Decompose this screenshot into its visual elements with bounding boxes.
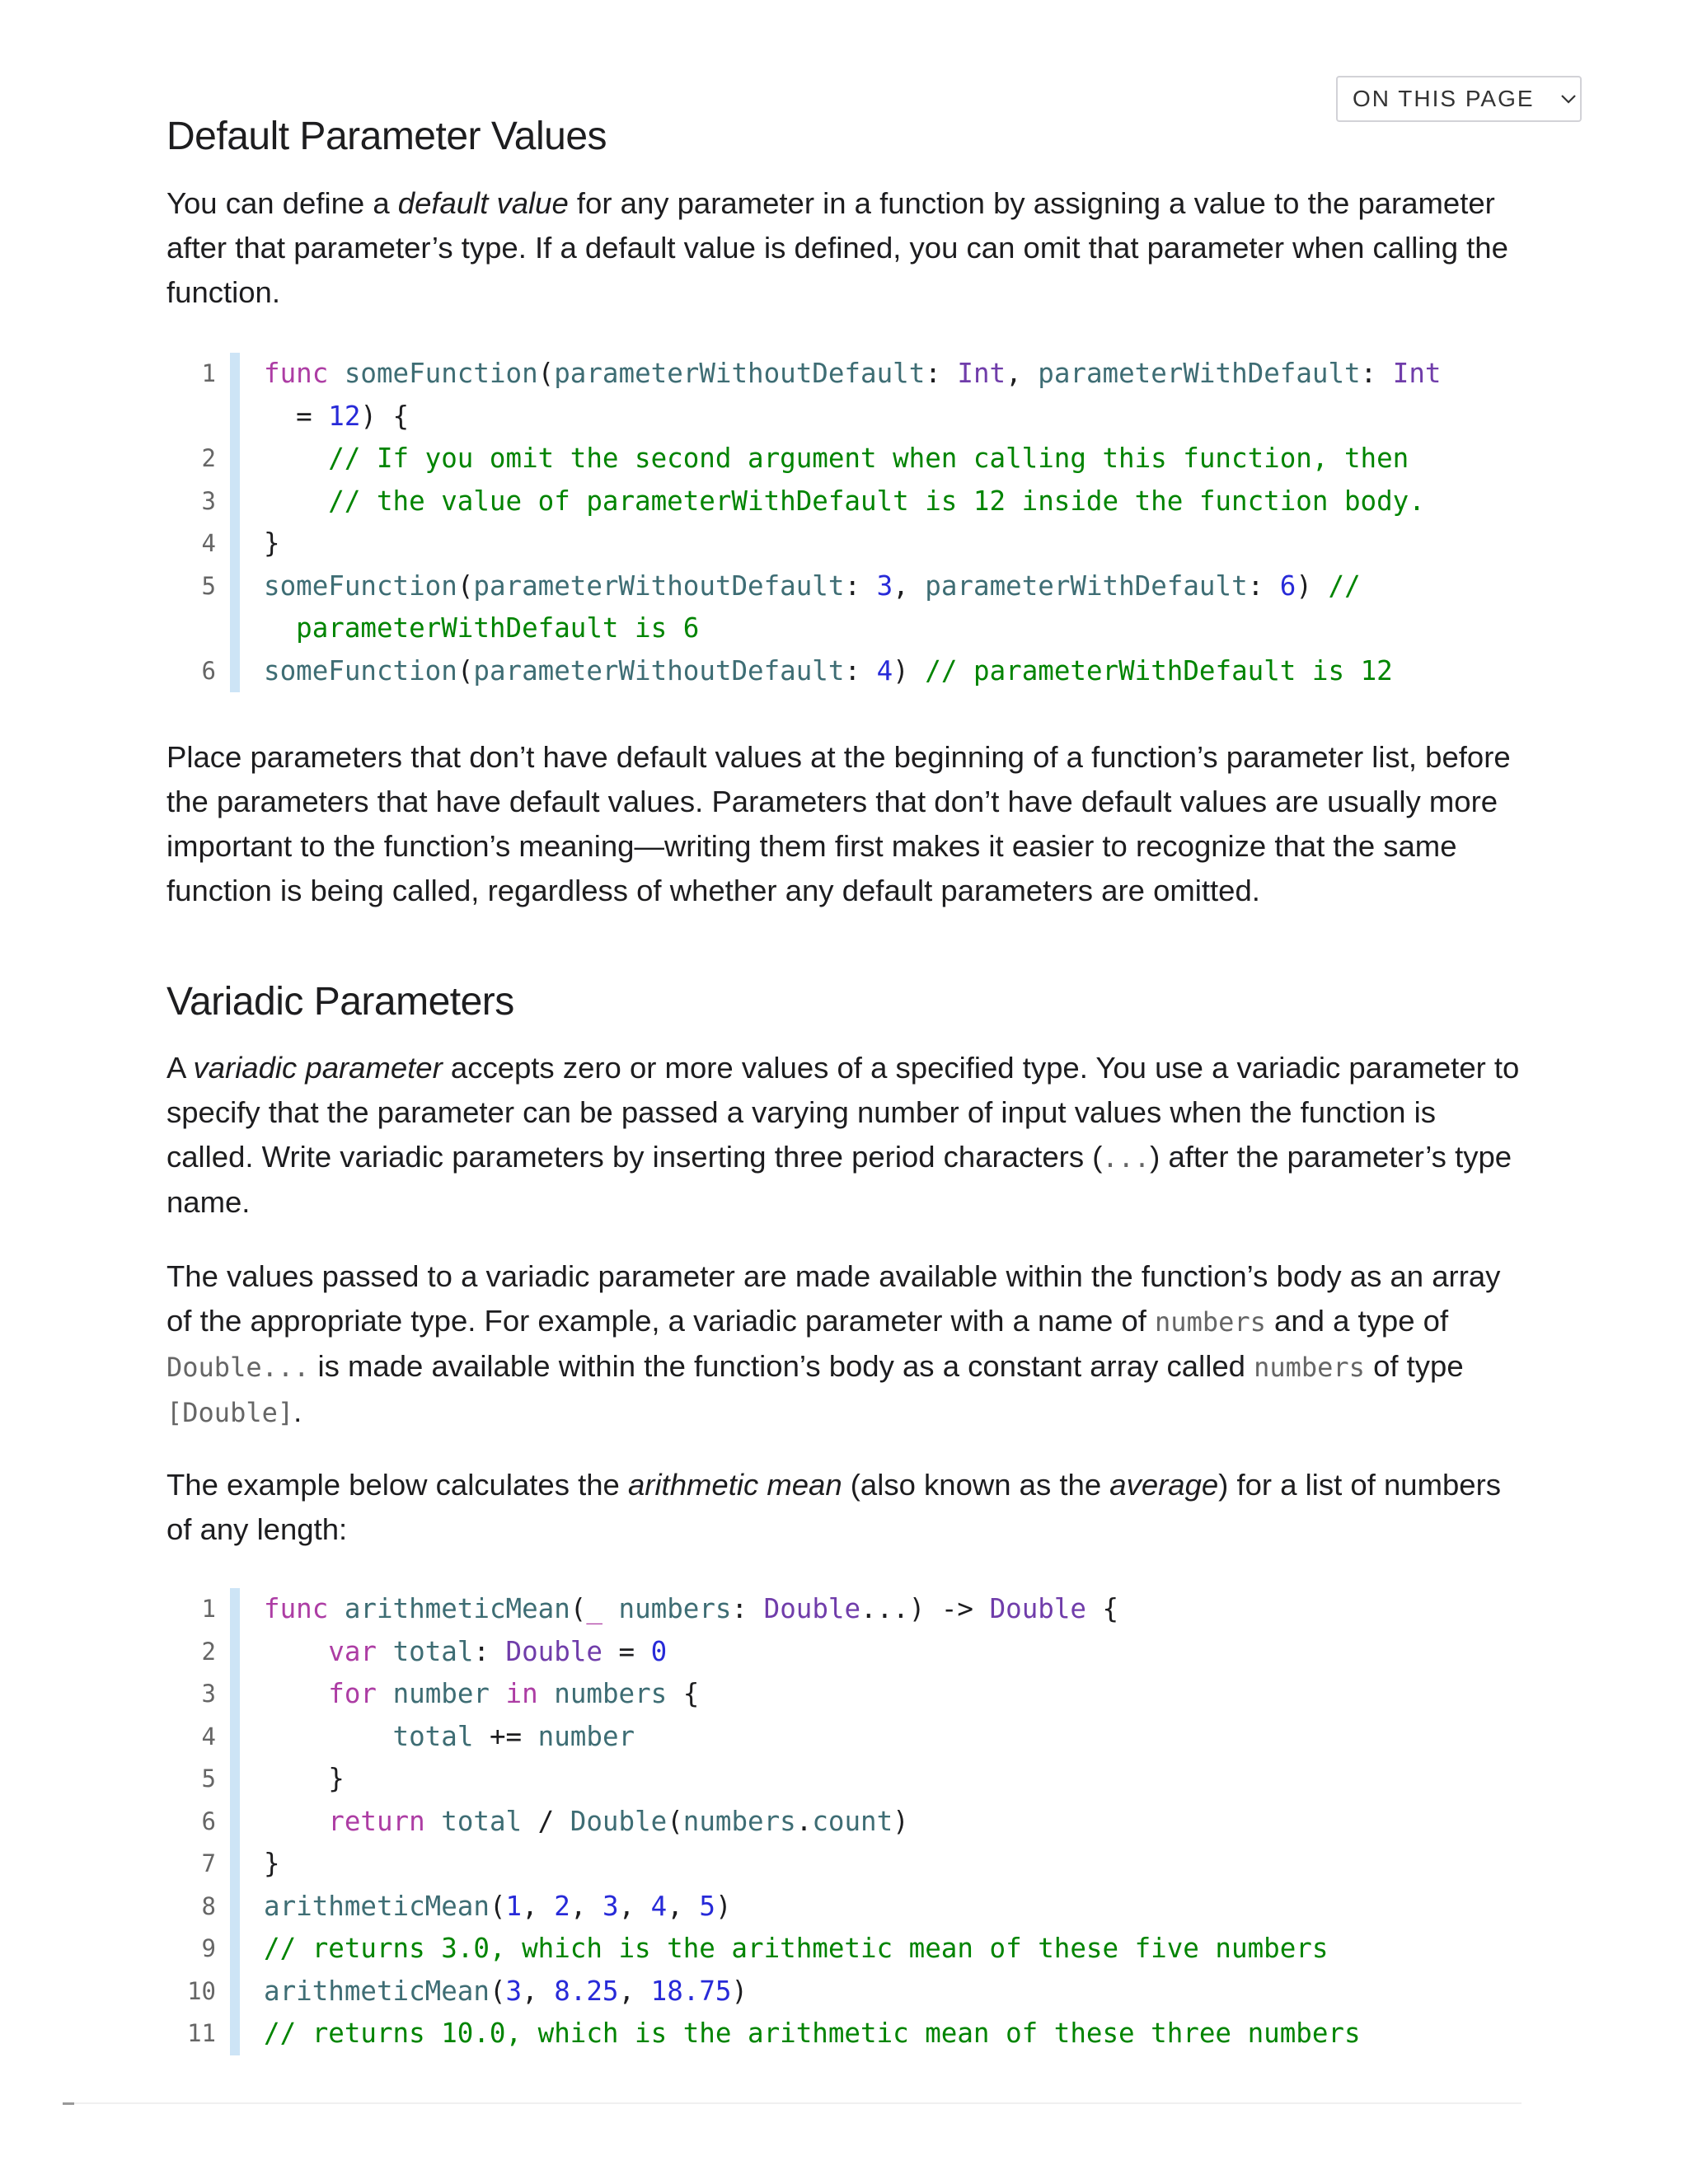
code-token: Double	[989, 1593, 1086, 1624]
code-listing-default-parameters	[166, 353, 1518, 692]
divider-tick	[63, 2102, 74, 2105]
code-token: parameterWithoutDefault	[473, 654, 845, 687]
code-token: :	[925, 358, 958, 389]
text-run: The example below calculates the	[166, 1468, 628, 1502]
code-token: :	[844, 569, 877, 602]
code-token: parameterWithDefault	[925, 569, 1248, 602]
code-token	[264, 1678, 328, 1709]
code-token: 5	[699, 1890, 715, 1922]
code-token: :	[473, 1635, 506, 1667]
code-token: number	[537, 1720, 635, 1752]
code-listing-arithmetic-mean	[166, 1588, 1518, 2055]
code-token: (	[667, 1805, 683, 1837]
code-token: total	[392, 1635, 474, 1667]
code-text	[264, 1971, 748, 2013]
code-token: )	[1296, 569, 1329, 602]
code-token: .	[795, 1805, 813, 1837]
code-token: 12	[328, 400, 361, 432]
line-number: 6	[201, 1807, 216, 1835]
code-token: total	[441, 1805, 523, 1837]
line-number: 5	[201, 571, 216, 600]
code-line	[166, 1886, 1518, 1929]
code-token: someFunction	[264, 654, 457, 687]
code-token: ,	[522, 1890, 555, 1922]
code-token: ,	[522, 1975, 555, 2007]
inline-code-double-variadic: Double...	[166, 1352, 310, 1383]
code-token: =	[602, 1635, 651, 1667]
code-line	[166, 650, 1518, 693]
section-title-variadic-parameters: Variadic Parameters	[166, 980, 514, 1024]
code-token: ,	[618, 1975, 651, 2007]
code-token	[264, 1806, 328, 1837]
code-token: numbers	[618, 1593, 732, 1624]
text-run: and a type of	[1265, 1304, 1449, 1338]
code-text	[264, 1801, 909, 1844]
code-token: 8.25	[554, 1975, 619, 2007]
code-text	[264, 1758, 345, 1801]
code-token	[264, 1721, 393, 1752]
code-line	[166, 1928, 1518, 1971]
line-number: 1	[201, 359, 216, 387]
code-line	[166, 607, 1518, 650]
code-token: (	[537, 358, 555, 389]
code-token: number	[392, 1678, 490, 1709]
text-run: A	[166, 1051, 194, 1085]
code-token: in	[489, 1678, 555, 1709]
text-run: (also known as the	[842, 1468, 1110, 1502]
code-line	[166, 1801, 1518, 1844]
line-number: 8	[201, 1891, 216, 1920]
text-run: The values passed to a variadic parameter are made available within the function’s body as an array of the appropriate type. For example, a variadic parameter with a name of	[166, 1259, 1501, 1338]
line-number: 10	[187, 1976, 216, 2005]
line-number: 11	[187, 2019, 216, 2047]
code-line	[166, 438, 1518, 480]
code-token: parameterWithDefault	[1038, 358, 1361, 389]
inline-code-ellipsis: ...	[1102, 1142, 1151, 1174]
code-text	[264, 1673, 699, 1716]
code-token: func	[264, 358, 345, 389]
code-token	[264, 1636, 328, 1667]
code-token: ,	[893, 569, 926, 602]
code-token: 4	[876, 654, 893, 687]
code-text	[264, 1716, 635, 1759]
code-token: (	[489, 1975, 506, 2007]
code-text	[264, 1843, 280, 1886]
code-token: return	[328, 1805, 442, 1837]
code-line	[166, 2013, 1518, 2055]
code-token: (	[457, 654, 474, 687]
line-number: 5	[201, 1765, 216, 1793]
code-token: arithmeticMean	[264, 1975, 490, 2007]
code-token: // parameterWithDefault is 12	[925, 654, 1393, 687]
paragraph-parameter-ordering: Place parameters that don’t have default values at the beginning of a function’s parameter list, before the parameters that have default values. Parameters that don’t have default values are usually more important to the function’s meaning—writing them first makes it easier to recognize that the same function is being called, regardless of whether any default parameters are omitted.	[166, 740, 1511, 907]
code-line	[166, 1588, 1518, 1631]
code-token: parameterWithoutDefault	[554, 358, 926, 389]
code-text	[264, 438, 1409, 480]
paragraph-arithmetic-mean-intro	[166, 1463, 1526, 1552]
code-token: numbers	[554, 1678, 668, 1709]
emphasis-arithmetic-mean: arithmetic mean	[627, 1468, 842, 1502]
paragraph-default-values-intro	[166, 181, 1526, 315]
code-line	[166, 1631, 1518, 1674]
code-token: 18.75	[650, 1975, 732, 2007]
code-token: (	[457, 569, 474, 602]
code-token: Int	[1392, 358, 1442, 389]
code-token: ,	[618, 1890, 651, 1922]
code-token: {	[667, 1678, 700, 1709]
code-line	[166, 353, 1518, 396]
code-text	[264, 1588, 1118, 1631]
code-line	[166, 396, 1518, 438]
code-token: 4	[650, 1890, 668, 1922]
code-text	[264, 1631, 667, 1674]
code-token: =	[264, 400, 329, 432]
code-token: )	[893, 654, 926, 687]
code-token: count	[812, 1805, 893, 1837]
section-title-default-parameter-values: Default Parameter Values	[166, 115, 607, 158]
code-text	[264, 650, 1393, 693]
code-token: Double	[570, 1805, 668, 1837]
inline-code-double-array: [Double]	[166, 1397, 294, 1428]
text-run: ) for a list of numbers of any length:	[166, 1468, 1501, 1546]
code-text	[264, 480, 1425, 523]
code-token: Int	[957, 358, 1006, 389]
code-text	[264, 565, 1361, 608]
code-token: +=	[473, 1720, 538, 1752]
on-this-page-label: ON THIS PAGE	[1353, 86, 1535, 111]
code-token: ...) ->	[860, 1593, 990, 1624]
code-token: 2	[554, 1890, 570, 1922]
section-divider	[63, 2102, 1522, 2104]
code-token: //	[1328, 569, 1361, 602]
line-number: 1	[201, 1595, 216, 1623]
code-token: :	[731, 1593, 764, 1624]
code-text	[264, 396, 409, 438]
code-token: someFunction	[344, 358, 538, 389]
code-token: 0	[650, 1635, 668, 1667]
line-number: 4	[201, 529, 216, 557]
text-run: accepts zero or more values of a specified type. You use a variadic parameter to specify that the parameter can be passed a varying number of input values when the function is called. Write variadic parameters by inserting three period characters (	[166, 1051, 1520, 1174]
code-token: 1	[505, 1890, 523, 1922]
code-token	[603, 1593, 619, 1624]
code-token: /	[522, 1805, 570, 1837]
code-token: 3	[876, 569, 893, 602]
code-token: ,	[1006, 358, 1039, 389]
line-number: 2	[201, 444, 216, 472]
line-number: 4	[201, 1722, 216, 1750]
code-text	[264, 353, 1441, 396]
code-token: (	[570, 1593, 587, 1624]
text-run: of type	[1364, 1349, 1464, 1383]
code-token: // If you omit the second argument when calling this function, then	[264, 443, 1409, 474]
code-token: )	[715, 1890, 732, 1922]
line-number: 9	[201, 1934, 216, 1962]
code-token: Double	[763, 1593, 861, 1624]
code-line	[166, 480, 1518, 523]
code-token: :	[1360, 358, 1393, 389]
code-token: var	[328, 1635, 393, 1667]
code-token: // the value of parameterWithDefault is 12 inside the function body.	[264, 485, 1425, 517]
code-line	[166, 1673, 1518, 1716]
code-token: {	[1085, 1593, 1119, 1624]
code-token: someFunction	[264, 569, 457, 602]
code-token: ) {	[360, 400, 410, 432]
emphasis-average: average	[1109, 1468, 1219, 1502]
code-token: numbers	[682, 1805, 796, 1837]
text-run: is made available within the function’s body as a constant array called	[309, 1349, 1254, 1383]
code-token: // returns 10.0, which is the arithmetic mean of these three numbers	[264, 2018, 1361, 2049]
code-token: )	[893, 1805, 909, 1837]
code-line	[166, 1971, 1518, 2013]
text-run: You can define a	[166, 186, 398, 220]
code-token: (	[489, 1890, 506, 1922]
emphasis-variadic-parameter: variadic parameter	[193, 1051, 443, 1085]
code-line	[166, 565, 1518, 608]
code-token: ,	[667, 1890, 700, 1922]
text-run: ) after the parameter’s type name.	[166, 1140, 1512, 1219]
code-token: }	[264, 1763, 345, 1794]
code-token: Double	[505, 1635, 603, 1667]
code-token: arithmeticMean	[344, 1593, 570, 1624]
code-line	[166, 1758, 1518, 1801]
code-token: total	[392, 1720, 474, 1752]
code-line	[166, 1843, 1518, 1886]
code-token: parameterWithDefault is 6	[264, 612, 700, 644]
code-token: func	[264, 1593, 345, 1624]
line-number: 3	[201, 1680, 216, 1708]
code-token: // returns 3.0, which is the arithmetic mean of these five numbers	[264, 1933, 1329, 1964]
code-token: _	[586, 1593, 603, 1624]
line-number: 2	[201, 1637, 216, 1666]
inline-code-numbers: numbers	[1155, 1306, 1266, 1338]
code-token: 3	[505, 1975, 523, 2007]
chevron-down-icon	[1558, 88, 1579, 110]
code-token: 6	[1279, 569, 1296, 602]
code-token: 3	[602, 1890, 619, 1922]
code-text	[264, 523, 280, 565]
text-run: for any parameter in a function by assigning a value to the parameter after that parameter’s type. If a default value is defined, you can omit that parameter when calling the function.	[166, 186, 1508, 309]
line-number: 3	[201, 486, 216, 515]
code-token: :	[844, 654, 877, 687]
inline-code-numbers: numbers	[1254, 1352, 1365, 1383]
line-number: 7	[201, 1849, 216, 1877]
code-line	[166, 523, 1518, 565]
code-token: }	[264, 1848, 280, 1879]
paragraph-variadic-array	[166, 1254, 1526, 1435]
line-number: 6	[201, 656, 216, 685]
text-run: .	[293, 1394, 302, 1428]
code-token: ,	[570, 1890, 603, 1922]
emphasis-default-value: default value	[397, 186, 569, 220]
on-this-page-dropdown[interactable]	[1336, 76, 1582, 122]
code-line	[166, 1716, 1518, 1759]
paragraph-variadic-intro	[166, 1046, 1526, 1225]
code-token: parameterWithoutDefault	[473, 569, 845, 602]
code-text	[264, 2013, 1361, 2055]
code-token: )	[731, 1975, 748, 2007]
code-text	[264, 1886, 732, 1929]
code-text	[264, 1928, 1328, 1971]
code-token: :	[1247, 569, 1280, 602]
code-token: }	[264, 527, 280, 559]
code-text	[264, 607, 699, 650]
code-token: for	[328, 1678, 393, 1709]
code-token: arithmeticMean	[264, 1890, 490, 1922]
